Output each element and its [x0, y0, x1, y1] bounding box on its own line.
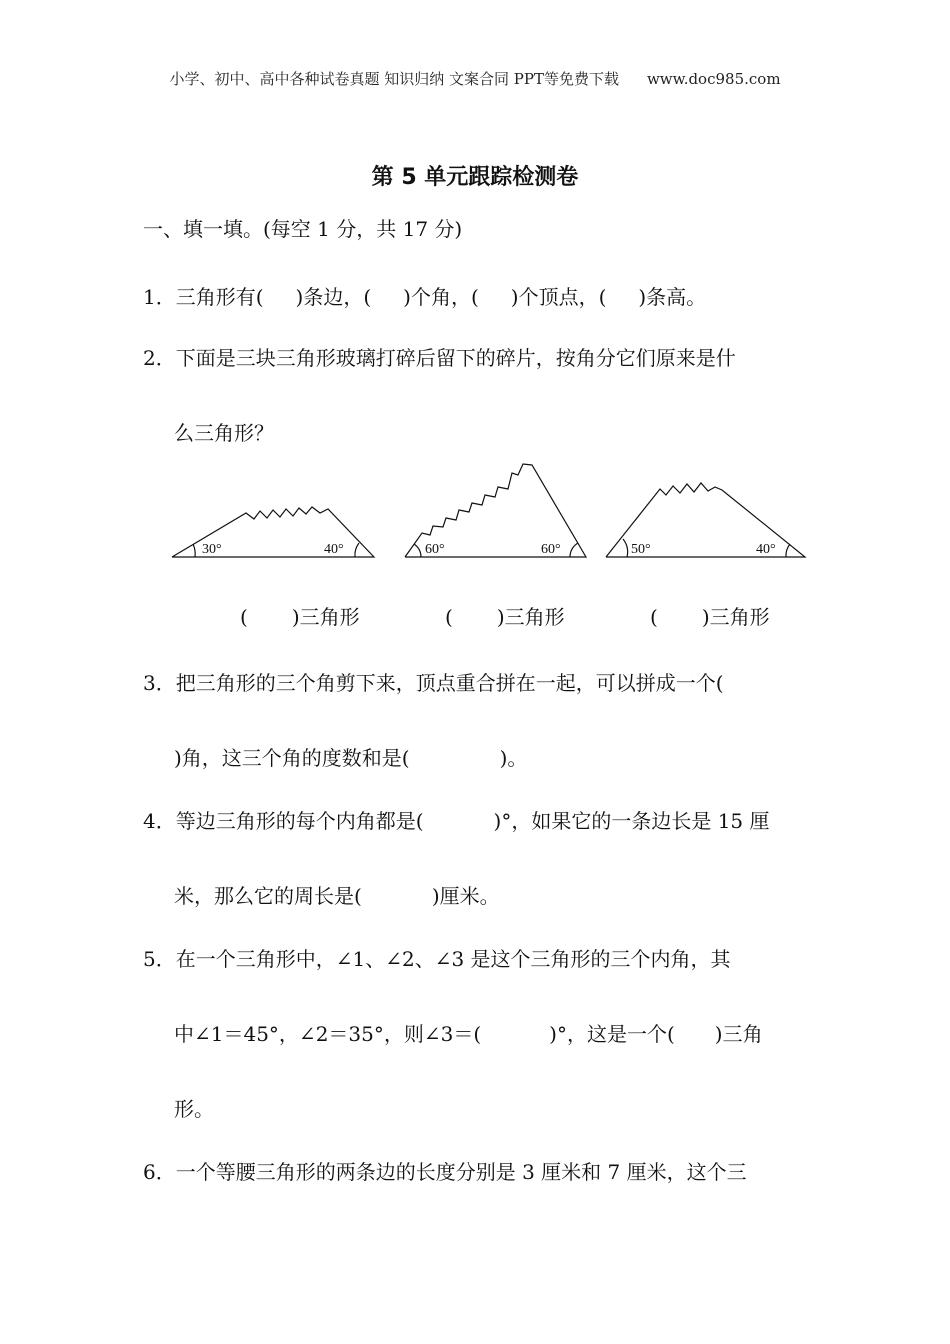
question-3-line-1: 3．把三角形的三个角剪下来，顶点重合拼在一起，可以拼成一个(	[143, 671, 724, 695]
q2-answer-1: ( )三角形	[240, 605, 360, 629]
fragment-1-right-angle: 40°	[324, 542, 344, 557]
question-6-line-1: 6．一个等腰三角形的两条边的长度分别是 3 厘米和 7 厘米，这个三	[143, 1160, 747, 1184]
q6-number: 6．	[143, 1160, 176, 1184]
question-5-line-1: 5．在一个三角形中，∠1、∠2、∠3 是这个三角形的三个内角，其	[143, 947, 731, 971]
question-5-line-2: 中∠1＝45°，∠2＝35°，则∠3＝( )°，这是一个( )三角	[174, 1022, 763, 1046]
q4-number: 4．	[143, 809, 176, 833]
q2-answer-2: ( )三角形	[445, 605, 565, 629]
section-heading: 一、填一填。(每空 1 分，共 17 分)	[143, 217, 463, 241]
header-url: www.doc985.com	[646, 70, 781, 88]
question-3-line-2: )角，这三个角的度数和是( )。	[174, 746, 528, 770]
question-2-line-2: 么三角形？	[174, 421, 274, 445]
q2-number: 2．	[143, 346, 176, 370]
q3-number: 3．	[143, 671, 176, 695]
fragment-2-right-angle: 60°	[541, 542, 561, 557]
page-title: 第 5 单元跟踪检测卷	[371, 165, 579, 190]
q5-number: 5．	[143, 947, 176, 971]
page-header	[0, 68, 950, 89]
fragment-2-left-angle: 60°	[425, 542, 445, 557]
question-1: 1．三角形有( )条边，( )个角，( )个顶点，( )条高。	[143, 285, 707, 309]
triangle-fragments-figure	[168, 455, 818, 565]
question-5-line-3: 形。	[174, 1097, 214, 1121]
q1-number: 1．	[143, 285, 176, 309]
fragment-3-right-angle: 40°	[756, 542, 776, 557]
question-2-line-1: 2．下面是三块三角形玻璃打碎后留下的碎片，按角分它们原来是什	[143, 346, 736, 370]
header-text: 小学、初中、高中各种试卷真题 知识归纳 文案合同 PPT等免费下载	[169, 70, 619, 88]
question-4-line-1: 4．等边三角形的每个内角都是( )°，如果它的一条边长是 15 厘	[143, 809, 770, 833]
fragment-1-left-angle: 30°	[202, 542, 222, 557]
fragment-3-left-angle: 50°	[631, 542, 651, 557]
q2-answer-3: ( )三角形	[650, 605, 770, 629]
question-4-line-2: 米，那么它的周长是( )厘米。	[174, 884, 500, 908]
